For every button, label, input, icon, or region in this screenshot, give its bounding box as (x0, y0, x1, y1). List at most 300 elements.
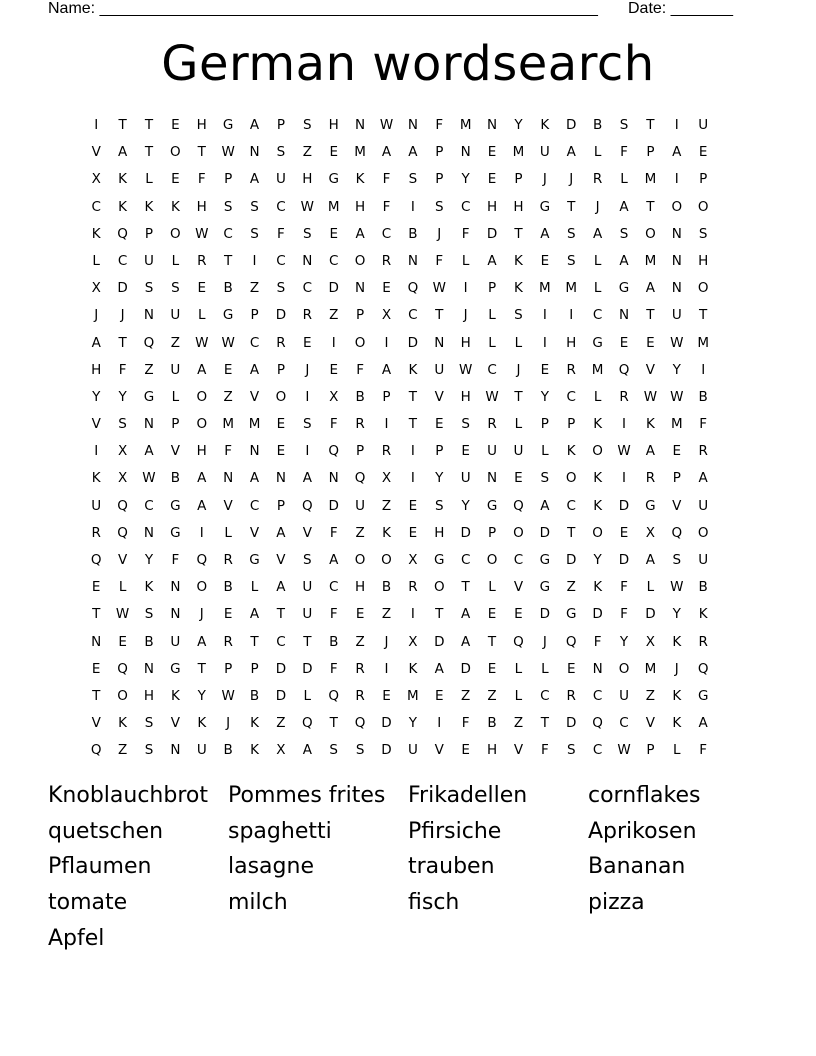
grid-letter: F (620, 606, 628, 623)
grid-letter: Q (354, 715, 366, 732)
grid-letter: P (672, 470, 681, 487)
grid-letter: S (223, 198, 233, 215)
grid-letter: N (143, 524, 155, 541)
grid-letter: Z (566, 579, 576, 596)
grid-letter: U (513, 443, 524, 460)
grid-letter: O (697, 198, 709, 215)
grid-letter: E (619, 524, 629, 541)
grid-letter: N (671, 225, 682, 242)
grid-letter: P (487, 524, 497, 541)
grid-letter: U (196, 742, 207, 759)
grid-letter: Q (697, 660, 709, 677)
grid-letter: D (486, 225, 498, 242)
grid-letter: T (92, 687, 101, 704)
grid-letter: B (249, 687, 260, 704)
grid-letter: S (619, 225, 629, 242)
grid-letter: E (171, 171, 180, 188)
grid-letter: T (646, 117, 655, 133)
grid-letter: D (381, 742, 392, 759)
grid-letter: Q (117, 497, 128, 514)
grid-letter: C (328, 579, 339, 596)
grid-letter: Y (92, 388, 101, 405)
grid-letter: S (461, 416, 470, 433)
grid-letter: H (460, 388, 471, 405)
grid-letter: P (699, 171, 708, 188)
grid-letter: E (435, 416, 444, 433)
grid-letter: L (488, 579, 496, 596)
grid-letter: B (698, 579, 708, 596)
grid-letter: B (408, 225, 418, 242)
grid-letter: J (674, 660, 679, 677)
grid-letter: K (593, 416, 603, 433)
grid-letter: A (249, 117, 260, 133)
grid-letter: M (591, 361, 604, 378)
grid-letter: E (355, 606, 365, 623)
grid-letter: H (513, 198, 524, 215)
grid-letter: N (143, 307, 155, 324)
grid-letter: R (698, 633, 708, 650)
grid-letter: W (221, 144, 235, 161)
grid-letter: D (275, 687, 287, 704)
grid-letter: L (488, 334, 496, 351)
grid-letter: P (276, 497, 285, 514)
grid-letter: T (646, 307, 655, 324)
date-field-label: Date: _______ (628, 0, 733, 17)
grid-letter: R (619, 388, 629, 405)
grid-letter: C (381, 225, 392, 242)
grid-letter: W (617, 742, 631, 759)
grid-letter: E (461, 742, 470, 759)
grid-letter: E (435, 687, 444, 704)
grid-letter: A (197, 470, 207, 487)
grid-letter: G (170, 524, 181, 541)
grid-letter: M (670, 416, 683, 433)
grid-letter: E (197, 280, 207, 297)
grid-letter: B (223, 280, 233, 297)
grid-letter: N (91, 633, 102, 650)
grid-letter: F (382, 171, 391, 188)
grid-letter: U (619, 687, 629, 704)
grid-letter: D (328, 280, 339, 297)
grid-letter: D (328, 497, 339, 514)
grid-letter: W (379, 117, 394, 133)
grid-letter: R (355, 416, 365, 433)
grid-letter: F (699, 742, 708, 759)
grid-letter: K (408, 660, 418, 677)
grid-letter: U (144, 252, 154, 269)
grid-letter: E (566, 660, 576, 677)
grid-letter: P (224, 660, 233, 677)
grid-letter: T (461, 579, 470, 596)
grid-letter: M (459, 117, 472, 133)
grid-letter: B (170, 470, 180, 487)
grid-letter: V (434, 742, 444, 759)
grid-letter: I (410, 198, 415, 215)
grid-letter: S (329, 742, 338, 759)
grid-letter: K (170, 198, 180, 215)
word-list-item: Pflaumen (48, 854, 152, 880)
grid-letter: E (408, 524, 418, 541)
grid-letter: S (118, 416, 127, 433)
grid-letter: V (249, 388, 260, 405)
grid-letter: U (434, 361, 445, 378)
grid-letter: I (437, 715, 442, 732)
grid-letter: O (433, 579, 445, 596)
grid-letter: R (355, 660, 365, 677)
grid-letter: L (541, 660, 549, 677)
grid-letter: N (143, 416, 155, 433)
grid-letter: G (222, 117, 234, 133)
grid-letter: B (329, 633, 339, 650)
grid-letter: Y (540, 388, 549, 405)
grid-letter: P (487, 280, 497, 297)
grid-letter: A (355, 225, 365, 242)
grid-letter: X (117, 470, 128, 487)
grid-letter: B (144, 633, 154, 650)
grid-letter: I (94, 443, 99, 460)
grid-letter: Q (592, 715, 603, 732)
grid-letter: W (670, 388, 684, 405)
grid-letter: A (672, 144, 682, 161)
grid-letter: R (487, 416, 497, 433)
grid-letter: U (487, 443, 497, 460)
grid-letter: K (672, 715, 682, 732)
grid-letter: Q (117, 225, 128, 242)
grid-letter: C (460, 198, 471, 215)
grid-letter: W (195, 334, 209, 351)
grid-letter: T (144, 144, 154, 161)
grid-letter: Q (671, 524, 683, 541)
grid-letter: Z (381, 606, 392, 623)
grid-letter: M (222, 416, 234, 433)
grid-letter: G (645, 497, 656, 514)
grid-letter: U (275, 171, 286, 188)
grid-letter: S (303, 117, 312, 133)
grid-letter: V (276, 552, 286, 568)
grid-letter: F (461, 715, 470, 732)
grid-letter: N (328, 470, 339, 487)
grid-letter: K (118, 715, 128, 732)
grid-letter: O (170, 225, 181, 242)
grid-letter: E (171, 117, 180, 133)
grid-letter: C (223, 225, 233, 242)
grid-letter: L (593, 280, 602, 297)
grid-letter: K (250, 715, 259, 732)
grid-letter: X (408, 633, 418, 650)
grid-letter: B (381, 579, 392, 596)
grid-letter: Z (461, 687, 471, 704)
grid-letter: W (300, 198, 314, 215)
grid-letter: V (645, 361, 656, 378)
grid-letter: K (91, 225, 101, 242)
grid-letter: N (143, 660, 155, 677)
grid-letter: G (143, 388, 155, 405)
grid-letter: V (170, 715, 180, 732)
grid-letter: A (645, 552, 656, 568)
grid-letter: D (645, 606, 656, 623)
grid-letter: B (223, 742, 233, 759)
word-list-item: Pfirsiche (408, 818, 502, 844)
grid-letter: E (223, 606, 233, 623)
grid-letter: U (671, 307, 682, 324)
grid-letter: N (355, 280, 366, 297)
grid-letter: Q (117, 660, 128, 677)
grid-letter: T (144, 117, 154, 133)
grid-letter: T (329, 715, 338, 732)
grid-letter: W (142, 470, 156, 487)
grid-letter: P (144, 225, 154, 242)
grid-letter: X (91, 280, 101, 297)
grid-letter: U (539, 144, 550, 161)
grid-letter: T (276, 606, 286, 623)
grid-letter: B (487, 715, 497, 732)
grid-letter: B (592, 117, 603, 133)
grid-letter: Y (461, 171, 470, 188)
grid-letter: I (199, 524, 204, 541)
grid-letter: A (197, 361, 207, 378)
grid-letter: S (698, 225, 708, 242)
word-list-item: milch (228, 890, 288, 916)
grid-letter: D (434, 633, 445, 650)
grid-letter: P (435, 443, 444, 460)
grid-letter: F (329, 606, 338, 623)
grid-letter: O (196, 579, 208, 596)
grid-letter: O (592, 443, 603, 460)
grid-letter: K (593, 497, 603, 514)
grid-letter: V (223, 497, 233, 514)
grid-letter: Z (302, 144, 312, 161)
grid-letter: M (644, 171, 657, 188)
grid-letter: J (516, 361, 521, 378)
grid-letter: J (384, 633, 389, 650)
grid-letter: O (697, 524, 709, 541)
grid-letter: T (408, 416, 417, 433)
grid-letter: M (565, 280, 578, 297)
grid-letter: J (305, 361, 310, 378)
grid-letter: L (514, 334, 523, 351)
grid-letter: E (329, 144, 338, 161)
grid-letter: P (435, 171, 444, 188)
grid-letter: X (408, 552, 418, 568)
grid-letter: K (144, 579, 154, 596)
grid-letter: Y (144, 552, 154, 568)
grid-letter: A (276, 579, 286, 596)
grid-letter: C (249, 497, 260, 514)
grid-letter: V (91, 144, 101, 161)
grid-letter: A (249, 606, 260, 623)
grid-letter: G (592, 334, 603, 351)
grid-letter: E (461, 443, 470, 460)
grid-letter: E (540, 252, 550, 269)
grid-letter: D (275, 307, 287, 324)
grid-letter: T (435, 606, 444, 623)
grid-letter: U (355, 497, 366, 514)
grid-letter: T (303, 633, 312, 650)
grid-letter: G (539, 552, 551, 568)
grid-letter: S (144, 606, 154, 623)
grid-letter: H (196, 117, 207, 133)
grid-letter: F (699, 416, 708, 433)
grid-letter: V (91, 715, 101, 732)
grid-letter: A (698, 715, 708, 732)
grid-letter: S (144, 742, 154, 759)
grid-letter: N (355, 117, 366, 133)
grid-letter: G (328, 171, 339, 188)
grid-letter: I (410, 443, 415, 460)
grid-letter: Z (276, 715, 286, 732)
word-list-item: lasagne (228, 854, 314, 880)
grid-letter: T (540, 715, 549, 732)
grid-letter: N (302, 252, 313, 269)
grid-letter: E (514, 606, 523, 623)
grid-letter: C (592, 687, 603, 704)
grid-letter: A (645, 280, 656, 297)
grid-letter: Q (328, 687, 340, 704)
grid-letter: K (698, 606, 708, 623)
grid-letter: H (486, 198, 498, 215)
grid-letter: S (171, 280, 180, 297)
grid-letter: F (171, 552, 180, 568)
grid-letter: O (592, 524, 603, 541)
grid-letter: F (620, 579, 628, 596)
grid-letter: J (569, 171, 574, 188)
grid-letter: K (408, 361, 418, 378)
grid-letter: N (249, 443, 260, 460)
grid-letter: M (697, 334, 709, 351)
grid-letter: D (618, 552, 630, 568)
grid-letter: W (195, 225, 209, 242)
word-list (48, 778, 768, 956)
grid-letter: Q (513, 633, 524, 650)
grid-letter: P (356, 307, 365, 324)
grid-letter: K (645, 416, 655, 433)
grid-letter: E (303, 334, 312, 351)
grid-letter: T (92, 606, 101, 623)
grid-letter: O (671, 198, 683, 215)
grid-letter: A (461, 606, 471, 623)
grid-letter: R (355, 687, 365, 704)
grid-letter: Z (355, 633, 365, 650)
grid-letter: H (91, 361, 102, 378)
grid-letter: Q (302, 497, 313, 514)
grid-letter: E (276, 443, 286, 460)
grid-letter: E (540, 361, 550, 378)
grid-letter: Q (117, 524, 128, 541)
grid-letter: P (250, 307, 259, 324)
grid-letter: Q (513, 497, 524, 514)
grid-letter: B (698, 388, 708, 405)
grid-letter: K (672, 687, 682, 704)
grid-letter: P (435, 144, 444, 161)
grid-letter: E (698, 144, 708, 161)
grid-letter: Z (381, 497, 392, 514)
grid-letter: F (224, 443, 233, 460)
grid-letter: S (540, 470, 550, 487)
grid-letter: P (171, 416, 180, 433)
grid-letter: K (355, 171, 365, 188)
grid-letter: U (698, 552, 709, 568)
grid-letter: R (645, 470, 656, 487)
grid-letter: Z (223, 388, 233, 405)
grid-letter: X (645, 633, 656, 650)
grid-letter: U (460, 470, 471, 487)
grid-letter: J (120, 307, 125, 324)
grid-letter: A (249, 361, 260, 378)
grid-letter: E (646, 334, 655, 351)
grid-letter: P (250, 660, 259, 677)
grid-letter: A (197, 633, 207, 650)
grid-letter: D (275, 660, 287, 677)
word-list-item: tomate (48, 890, 128, 916)
grid-letter: L (514, 687, 523, 704)
grid-letter: E (329, 225, 338, 242)
grid-letter: I (542, 307, 547, 324)
grid-letter: I (542, 334, 547, 351)
grid-letter: G (539, 198, 551, 215)
grid-letter: A (461, 633, 471, 650)
grid-letter: L (673, 742, 681, 759)
grid-letter: C (566, 497, 576, 514)
grid-letter: P (514, 171, 523, 188)
grid-letter: U (302, 579, 313, 596)
grid-letter: D (566, 552, 577, 568)
grid-letter: Q (407, 280, 419, 297)
grid-letter: O (354, 252, 366, 269)
grid-letter: I (674, 171, 679, 188)
grid-letter: T (197, 660, 206, 677)
grid-letter: U (170, 307, 181, 324)
grid-letter: N (170, 606, 181, 623)
grid-letter: L (171, 252, 180, 269)
grid-letter: S (303, 225, 312, 242)
grid-letter: V (117, 552, 128, 568)
grid-letter: C (328, 252, 339, 269)
grid-letter: R (223, 552, 233, 568)
grid-letter: G (539, 579, 551, 596)
grid-letter: C (408, 307, 418, 324)
grid-letter: V (645, 715, 656, 732)
grid-letter: N (671, 280, 682, 297)
grid-letter: I (384, 416, 389, 433)
grid-letter: X (645, 524, 656, 541)
grid-letter: H (143, 687, 155, 704)
grid-letter: K (672, 633, 682, 650)
grid-letter: E (91, 660, 101, 677)
grid-letter: L (461, 252, 470, 269)
grid-letter: I (569, 307, 574, 324)
grid-letter: R (197, 252, 207, 269)
grid-letter: X (381, 470, 392, 487)
grid-letter: G (697, 687, 709, 704)
grid-letter: K (144, 198, 154, 215)
grid-letter: K (593, 470, 603, 487)
grid-letter: Q (90, 742, 102, 759)
grid-letter: A (117, 144, 128, 161)
grid-letter: G (565, 606, 577, 623)
grid-letter: G (170, 497, 181, 514)
grid-letter: N (592, 660, 603, 677)
page-title: German wordsearch (161, 36, 655, 92)
grid-letter: D (117, 280, 128, 297)
grid-letter: R (698, 443, 708, 460)
grid-letter: K (91, 470, 101, 487)
grid-letter: K (170, 687, 180, 704)
grid-letter: S (672, 552, 682, 568)
grid-letter: Q (196, 552, 208, 568)
grid-letter: E (118, 633, 127, 650)
grid-letter: Y (197, 687, 206, 704)
grid-letter: Y (514, 117, 523, 133)
